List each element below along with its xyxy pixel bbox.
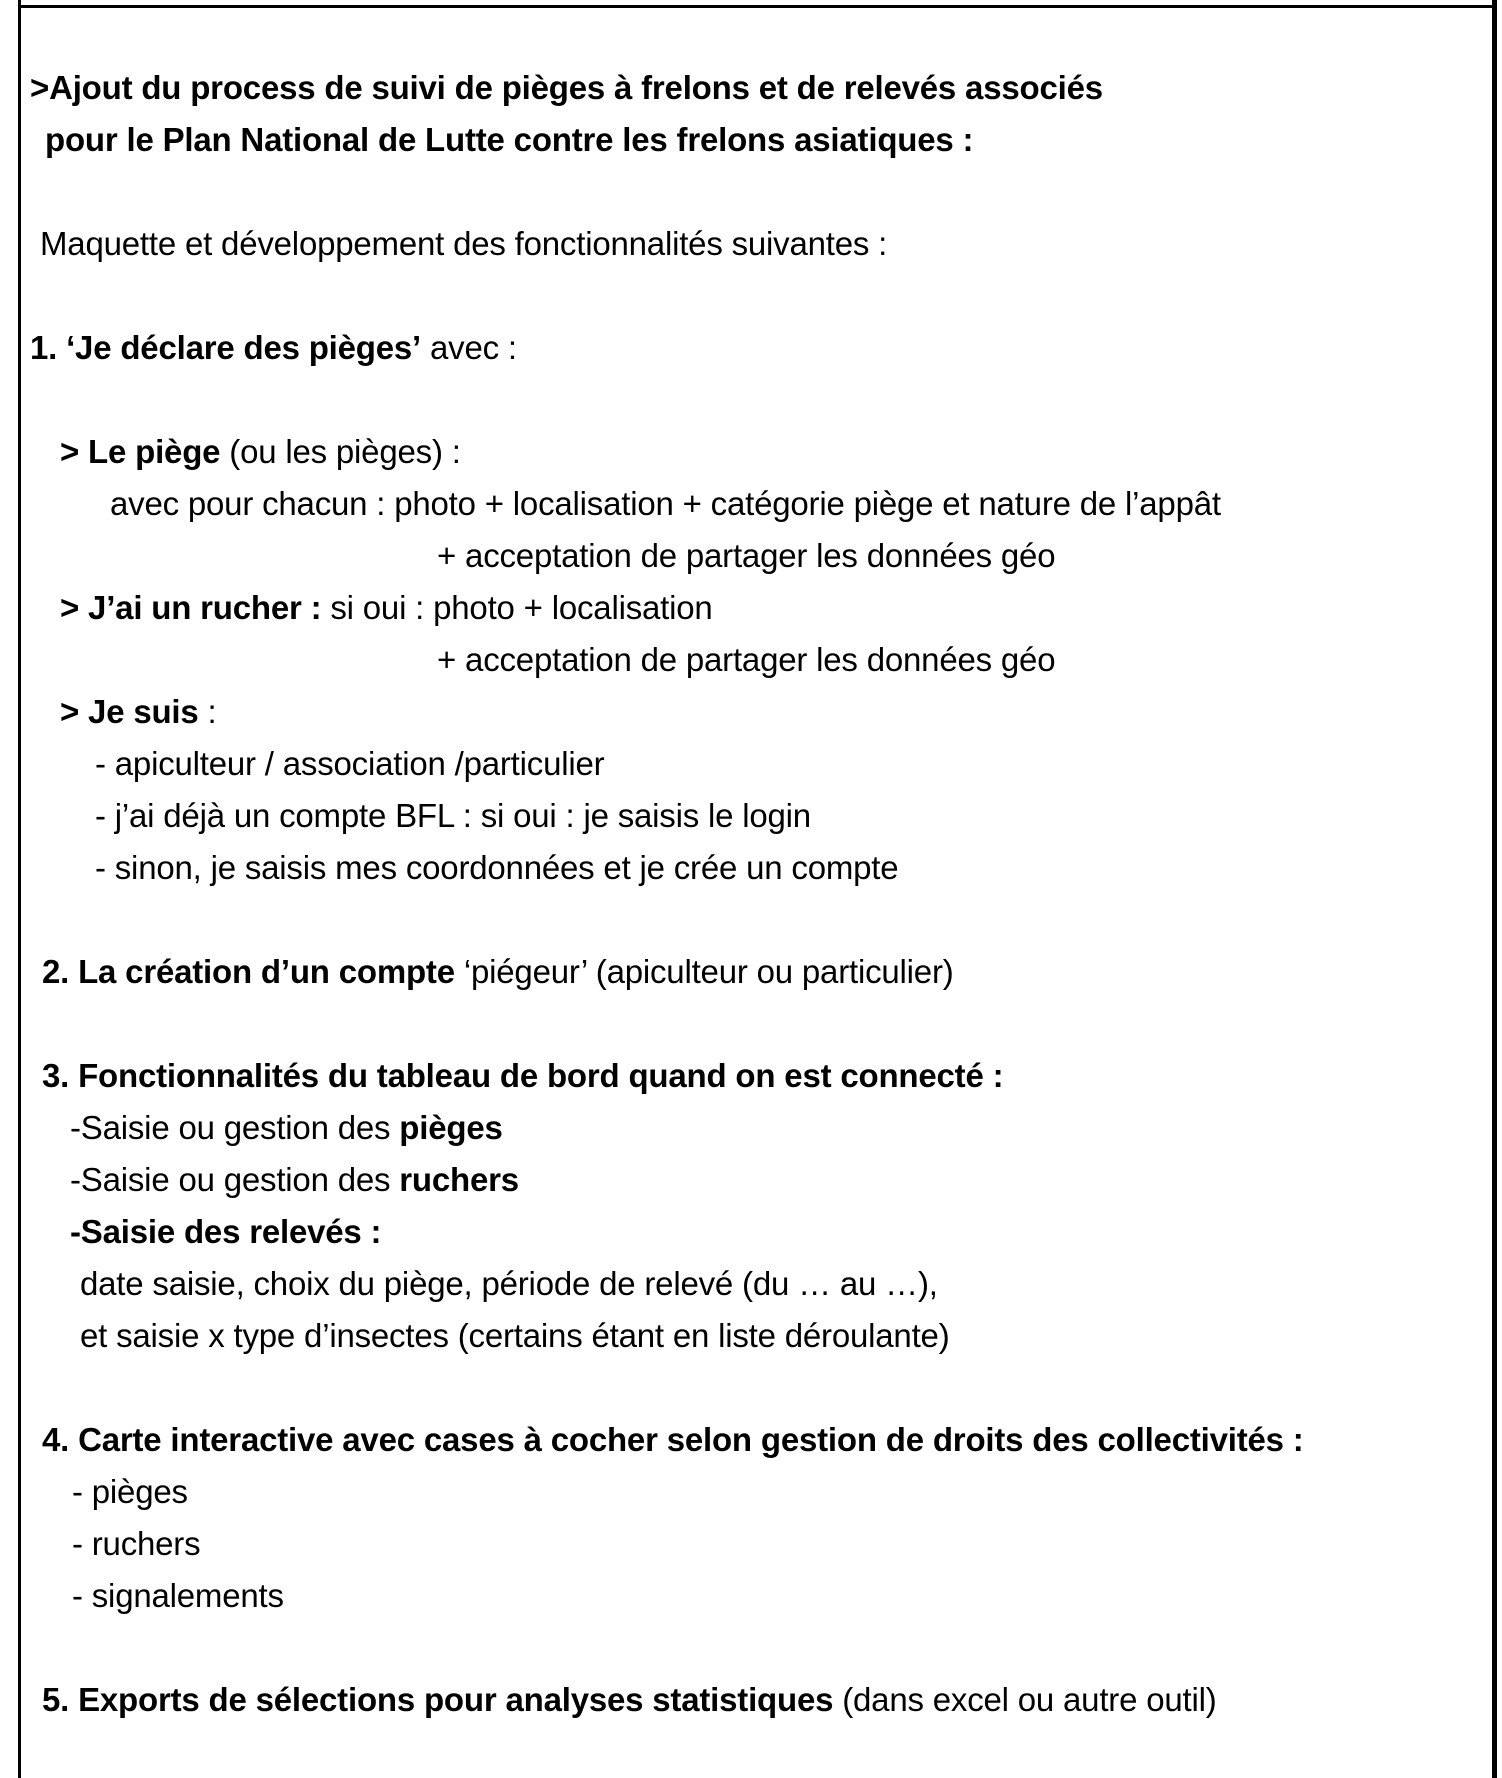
text-line <box>0 1310 1502 1362</box>
text-segment: et saisie x type d’insectes (certains étant en liste déroulante) <box>80 1317 950 1354</box>
text-line <box>0 1258 1502 1310</box>
text-line <box>0 1050 1502 1102</box>
text-segment: (dans excel ou autre outil) <box>833 1681 1217 1718</box>
bold-text-segment: > Je suis <box>60 693 199 730</box>
text-line <box>0 738 1502 790</box>
text-segment: - pièges <box>72 1473 188 1510</box>
text-line <box>0 478 1502 530</box>
text-segment: (ou les pièges) : <box>220 433 461 470</box>
bold-text-segment: pour le Plan National de Lutte contre les frelons asiatiques : <box>45 121 974 158</box>
text-segment: - sinon, je saisis mes coordonnées et je crée un compte <box>95 849 899 886</box>
blank-line <box>0 166 1502 218</box>
bold-text-segment: 2. La création d’un compte <box>42 953 455 990</box>
text-segment: Maquette et développement des fonctionnalités suivantes : <box>40 225 888 262</box>
text-segment: -Saisie ou gestion des <box>70 1161 400 1198</box>
text-line <box>0 62 1502 114</box>
text-segment: avec : <box>421 329 517 366</box>
text-line <box>0 1102 1502 1154</box>
text-line <box>0 1674 1502 1726</box>
text-segment: - ruchers <box>72 1525 201 1562</box>
bold-text-segment: >Ajout du process de suivi de pièges à frelons et de relevés associés <box>30 69 1103 106</box>
text-line <box>0 1414 1502 1466</box>
text-line <box>0 1466 1502 1518</box>
text-line <box>0 946 1502 998</box>
text-segment: - apiculteur / association /particulier <box>95 745 605 782</box>
text-segment: : <box>198 693 217 730</box>
blank-line <box>0 1362 1502 1414</box>
bold-text-segment: 1. ‘Je déclare des pièges’ <box>30 329 422 366</box>
text-line <box>0 1154 1502 1206</box>
text-line <box>0 1518 1502 1570</box>
text-line <box>0 218 1502 270</box>
text-segment: ‘piégeur’ (apiculteur ou particulier) <box>454 953 954 990</box>
text-segment: date saisie, choix du piège, période de relevé (du … au …), <box>80 1265 938 1302</box>
text-line <box>0 582 1502 634</box>
blank-line <box>0 998 1502 1050</box>
text-line <box>0 114 1502 166</box>
blank-line <box>0 270 1502 322</box>
text-segment: + acceptation de partager les données géo <box>437 537 1056 574</box>
bold-text-segment: 3. Fonctionnalités du tableau de bord quand on est connecté : <box>42 1057 1004 1094</box>
text-line <box>0 790 1502 842</box>
text-segment: -Saisie ou gestion des <box>70 1109 400 1146</box>
blank-line <box>0 374 1502 426</box>
bold-text-segment: > J’ai un rucher : <box>60 589 322 626</box>
text-segment: - j’ai déjà un compte BFL : si oui : je saisis le login <box>95 797 811 834</box>
text-segment: - signalements <box>72 1577 284 1614</box>
bold-text-segment: > Le piège <box>60 433 221 470</box>
text-segment: + acceptation de partager les données géo <box>437 641 1056 678</box>
text-line <box>0 530 1502 582</box>
bold-text-segment: -Saisie des relevés : <box>70 1213 382 1250</box>
bold-text-segment: 4. Carte interactive avec cases à cocher selon gestion de droits des collectivités : <box>42 1421 1304 1458</box>
text-segment: avec pour chacun : photo + localisation + catégorie piège et nature de l’appât <box>110 485 1221 522</box>
text-line <box>0 686 1502 738</box>
blank-line <box>0 1622 1502 1674</box>
text-line <box>0 634 1502 686</box>
blank-line <box>0 894 1502 946</box>
text-line <box>0 1206 1502 1258</box>
bold-text-segment: ruchers <box>399 1161 519 1198</box>
text-line <box>0 322 1502 374</box>
text-line <box>0 426 1502 478</box>
bold-text-segment: pièges <box>399 1109 503 1146</box>
text-line <box>0 842 1502 894</box>
text-segment: si oui : photo + localisation <box>321 589 713 626</box>
bold-text-segment: 5. Exports de sélections pour analyses statistiques <box>42 1681 834 1718</box>
text-line <box>0 1570 1502 1622</box>
